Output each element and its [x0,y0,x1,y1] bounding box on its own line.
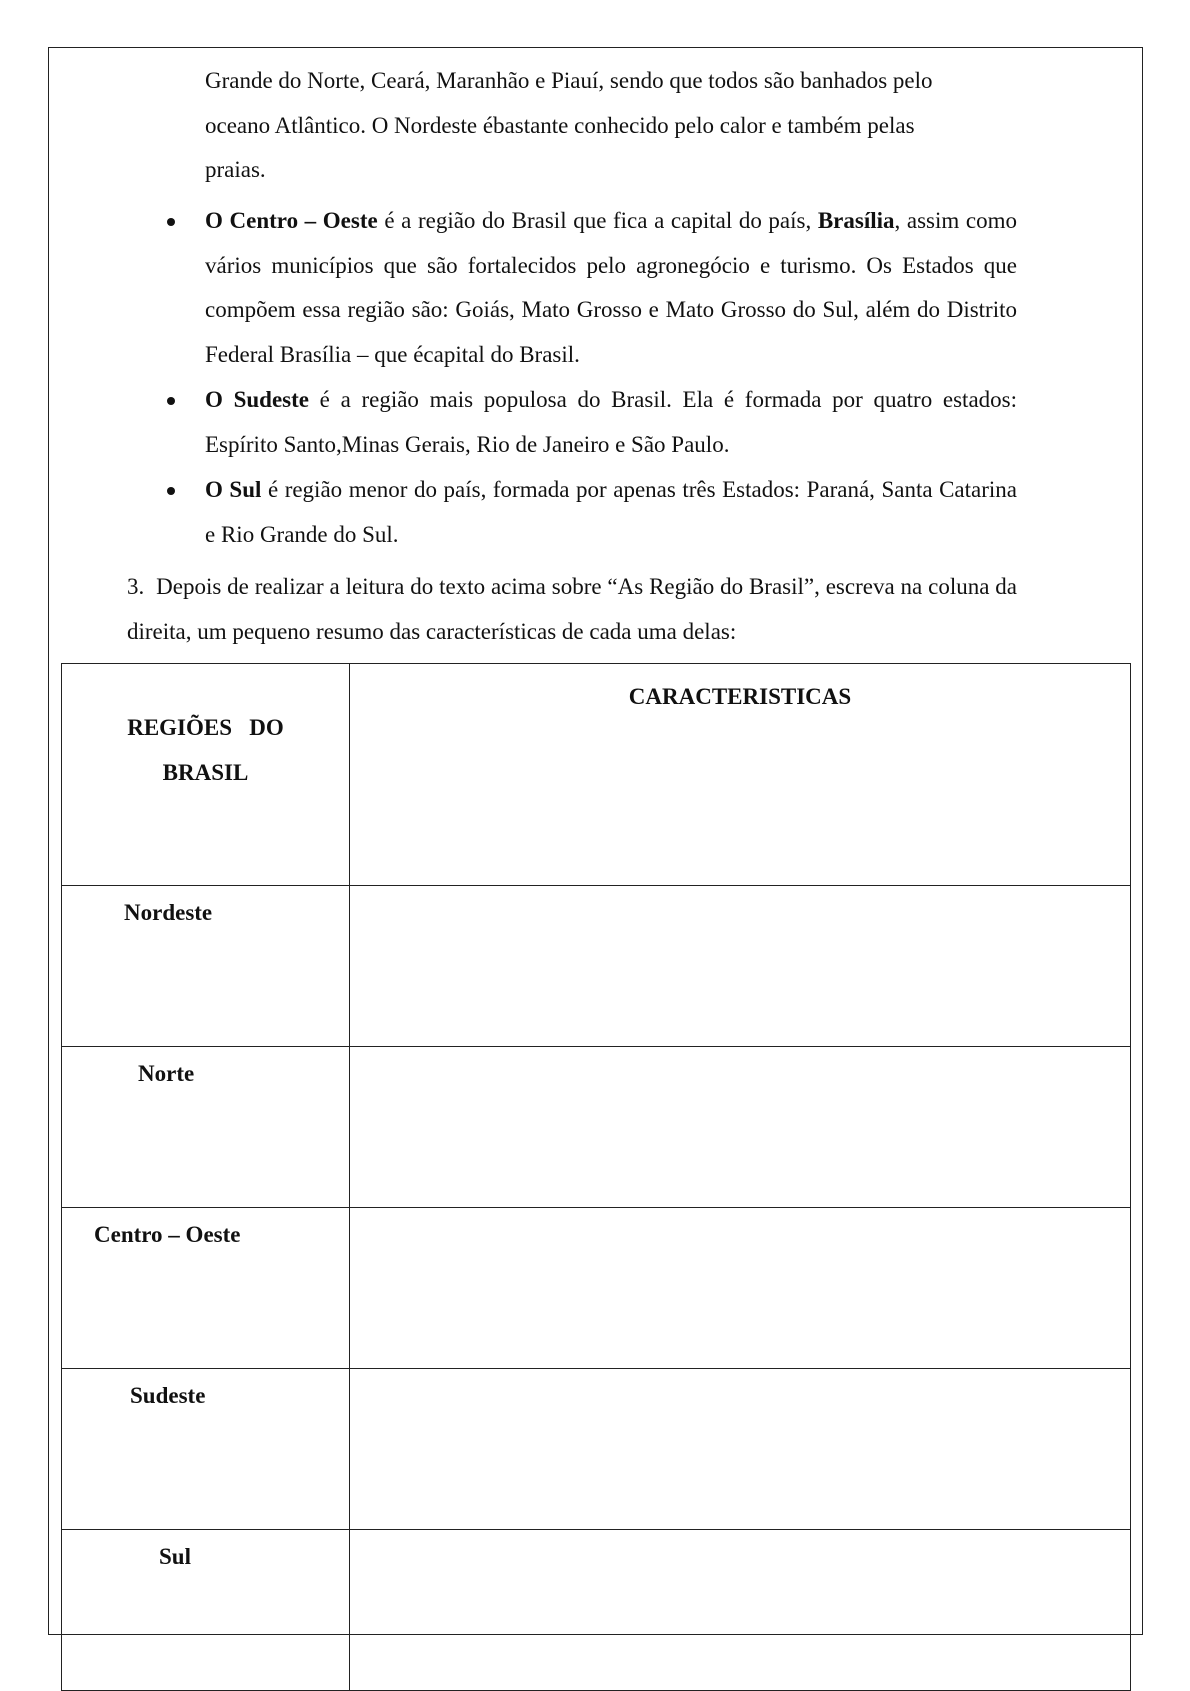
region-label: Sul [62,1530,350,1691]
region-label: Sudeste [62,1369,350,1530]
answer-cell[interactable] [350,1530,1131,1691]
answer-cell[interactable] [350,1047,1131,1208]
question-number: 3. [127,574,145,599]
table-row [62,1208,1131,1369]
answer-cell[interactable] [350,886,1131,1047]
answer-cell[interactable] [350,1369,1131,1530]
bullet-text: é a região mais populosa do Brasil. Ela é formada por quatro estados: Espírito Santo,Minas Gerais, Rio de Janeiro e São Paulo. [205,387,1017,457]
regions-table [61,663,1131,1691]
bullet-sudeste [205,378,1017,467]
table-row [62,886,1131,1047]
bullet-lead: O Centro – Oeste [205,208,378,233]
table-header-row [62,664,1131,886]
bullet-text: é região menor do país, formada por apenas três Estados: Paraná, Santa Catarina e Rio Grande do Sul. [205,477,1017,547]
intro-paragraph [205,59,1017,193]
header-caracteristicas: CARACTERISTICAS [350,664,1131,886]
question-text: Depois de realizar a leitura do texto acima sobre “As Região do Brasil”, escreva na coluna da direita, um pequeno resumo das características de cada uma delas: [127,574,1018,644]
intro-line: Grande do Norte, Ceará, Maranhão e Piauí, sendo que todos são banhados pelo [205,68,933,93]
table-row [62,1530,1131,1691]
answer-cell[interactable] [350,1208,1131,1369]
intro-line: praias. [205,157,266,182]
bullet-bold-term: Brasília [817,208,895,233]
bullet-lead: O Sul [205,477,262,502]
header-regioes-line1: REGIÕES DO [127,715,284,740]
bullet-centro-oeste [205,199,1017,377]
table-row [62,1047,1131,1208]
bullet-text: é a região do Brasil que fica a capital do país, [377,208,818,233]
bullet-lead: O Sudeste [205,387,309,412]
question-3 [127,565,1017,654]
bullet-sul [205,468,1017,557]
header-regioes [62,664,350,886]
table-row [62,1369,1131,1530]
intro-line: oceano Atlântico. O Nordeste ébastante conhecido pelo calor e também pelas [205,112,915,138]
header-regioes-line2: BRASIL [162,760,249,785]
region-label: Norte [62,1047,350,1208]
region-label: Centro – Oeste [62,1208,350,1369]
region-bullet-list [205,199,1017,557]
bullet-text: , assim como vários municípios que são fortalecidos pelo agronegócio e turismo. Os Estados que compõem essa região são: Goiás, Mato Grosso e Mato Grosso do Sul, além do Distrito Federal Brasília – que écapital do Brasil. [205,208,1017,367]
region-label: Nordeste [62,886,350,1047]
